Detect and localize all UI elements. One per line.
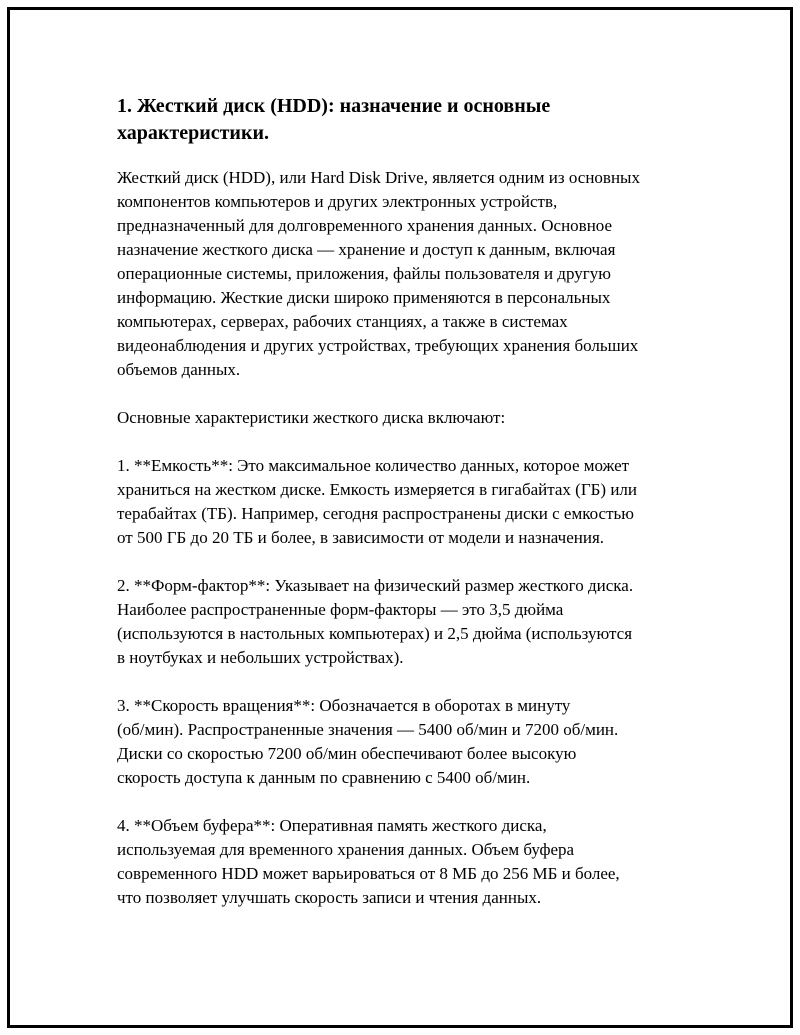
item-rotation-speed: 3. **Скорость вращения**: Обозначается в оборотах в минуту (об/мин). Распространенные значения — 5400 об/мин и 7200 об/мин. Диски со скоростью 7200 об/мин обеспечивают более высокую скорость доступа к данным по сравнению с 5400 об/мин.	[117, 696, 619, 787]
item-buffer-size: 4. **Объем буфера**: Оперативная память жесткого диска, используемая для временного хранения данных. Объем буфера современного HDD может варьироваться от 8 МБ до 256 МБ и более, что позволяет улучшать скорость записи и чтения данных.	[117, 816, 620, 907]
item-form-factor: 2. **Форм-фактор**: Указывает на физический размер жесткого диска. Наиболее распространенные форм-факторы — это 3,5 дюйма (используются в настольных компьютерах) и 2,5 дюйма (используются в ноутбуках и небольших устройствах).	[117, 576, 634, 667]
characteristics-lead: Основные характеристики жесткого диска включают:	[117, 408, 506, 427]
intro-paragraph: Жесткий диск (HDD), или Hard Disk Drive, является одним из основных компонентов компьютеров и других электронных устройств, предназначенный для долговременного хранения данных. Основное назначение жесткого диска — хранение и доступ к данным, включая операционные системы, приложения, файлы пользователя и другую информацию. Жесткие диски широко применяются в персональных компьютерах, серверах, рабочих станциях, а также в системах видеонаблюдения и других устройствах, требующих хранения больших объемов данных.	[117, 168, 640, 379]
section-heading: 1. Жесткий диск (HDD): назначение и основные характеристики.	[117, 95, 551, 144]
document-body	[117, 93, 697, 934]
item-capacity: 1. **Емкость**: Это максимальное количество данных, которое может храниться на жестком диске. Емкость измеряется в гигабайтах (ГБ) или терабайтах (ТБ). Например, сегодня распространены диски с емкостью от 500 ГБ до 20 ТБ и более, в зависимости от модели и назначения.	[117, 456, 638, 547]
